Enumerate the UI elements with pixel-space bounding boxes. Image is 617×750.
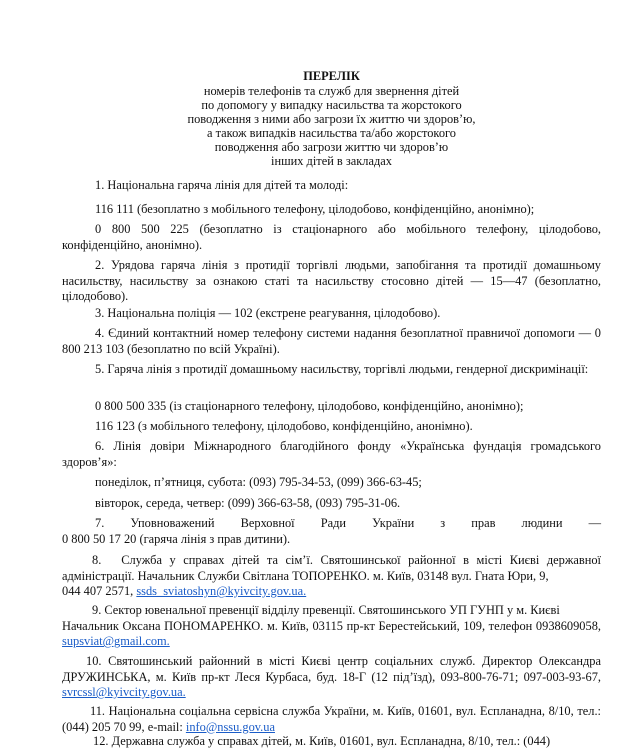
item-10-text: 10. Святошинський районний в місті Києві центр соціальних служб. Директор Олександра ДРУЖИНСЬКА, м. Київ пр-кт Леся Курбаса, буд. 18-Г (12 під’їзд), 093-800-76-71; 097-003-93-67, [62, 654, 601, 684]
subtitle-line: поводження з ними або загрози їх життю чи здоров’ю, [187, 112, 476, 126]
item-1: 1. Національна гаряча лінія для дітей та молоді: [95, 178, 349, 192]
item-9-text: Начальник Оксана ПОНОМАРЕНКО. м. Київ, 03115 пр-кт Берестейський, 109, телефон 0938609058, [62, 618, 601, 633]
item-10 [62, 654, 601, 701]
item-4: 4. Єдиний контактний номер телефону системи надання безоплатної правничої допомоги — 0 800 213 103 (безоплатно по всій Україні). [62, 326, 601, 356]
item-6: 6. Лінія довіри Міжнародного благодійного фонду «Українська фундація громадського здоров’я»: [62, 439, 601, 469]
item-8-email-link[interactable]: ssds_sviatoshyn@kyivcity.gov.ua. [136, 584, 307, 599]
item-7-line-1: 7. Уповноважений Верховної Ради України з прав людини — [95, 516, 601, 530]
document-subtitle [62, 84, 601, 168]
item-5-phone-2: 116 123 (з мобільного телефону, цілодобово, конфіденційно, анонімно). [95, 419, 473, 433]
item-6-schedule-1: понеділок, п’ятниця, субота: (093) 795-34-53, (099) 366-63-45; [95, 475, 422, 489]
item-9 [62, 603, 601, 650]
item-12: 12. Державна служба у справах дітей, м. Київ, 01601, вул. Еспланадна, 8/10, тел.: (044) [93, 734, 551, 748]
item-6-schedule-2: вівторок, середа, четвер: (099) 366-63-58, (093) 795-31-06. [95, 496, 401, 510]
subtitle-line: а також випадків насильства та/або жорстокого [207, 126, 456, 140]
item-1-phone-2: 0 800 500 225 (безоплатно із стаціонарного або мобільного телефону, цілодобово, конфіденційно, анонімно). [62, 222, 601, 252]
item-9-email-link[interactable]: supsviat@gmail.com. [62, 634, 170, 649]
item-7 [62, 516, 601, 547]
item-8-phone: 044 407 2571, [62, 584, 137, 599]
subtitle-line: інших дітей в закладах [271, 154, 392, 168]
item-9-line-1: 9. Сектор ювенальної превенції відділу превенції. Святошинського УП ГУНП у м. Києві [92, 603, 560, 617]
item-8-text: Служба у справах дітей та сім’ї. Святошинської районної в місті Києві державної адміністрації. Начальник Служби Світлана ТОПОРЕНКО. м. Київ, 03148 вул. Гната Юри, 9, [62, 553, 601, 583]
item-7-line-2: 0 800 50 17 20 (гаряча лінія з прав дитини). [62, 531, 291, 546]
item-11-email-link[interactable]: info@nssu.gov.ua [185, 719, 275, 734]
item-2: 2. Урядова гаряча лінія з протидії торгівлі людьми, запобігання та протидії домашньому насильству, насильству за ознакою статі та насильству стосовно дітей — 15—47 (безоплатно, цілодобово). [62, 258, 601, 304]
item-11 [62, 704, 601, 735]
item-5-phone-1: 0 800 500 335 (із стаціонарного телефону, цілодобово, конфіденційно, анонімно); [95, 399, 524, 413]
item-8 [62, 553, 601, 600]
item-8-number: 8. [92, 553, 102, 567]
item-10-email-link[interactable]: svrcssl@kyivcity.gov.ua. [62, 685, 186, 700]
item-3: 3. Національна поліція — 102 (екстрене реагування, цілодобово). [95, 306, 441, 320]
subtitle-line: поводження або загрози життю чи здоров’ю [214, 140, 449, 154]
item-1-phone-1: 116 111 (безоплатно з мобільного телефону, цілодобово, конфіденційно, анонімно); [95, 202, 535, 216]
item-11-text: 11. Національна соціальна сервісна служба України, м. Київ, 01601, вул. Еспланадна, 8/10, тел.: (044) 205 70 99, e-mail: [62, 704, 601, 734]
item-5: 5. Гаряча лінія з протидії домашньому насильству, торгівлі людьми, гендерної дискримінації: [95, 362, 589, 376]
document-title: ПЕРЕЛІК [303, 69, 360, 83]
subtitle-line: по допомогу у випадку насильства та жорстокого [201, 98, 462, 112]
subtitle-line: номерів телефонів та служб для звернення дітей [203, 84, 460, 98]
